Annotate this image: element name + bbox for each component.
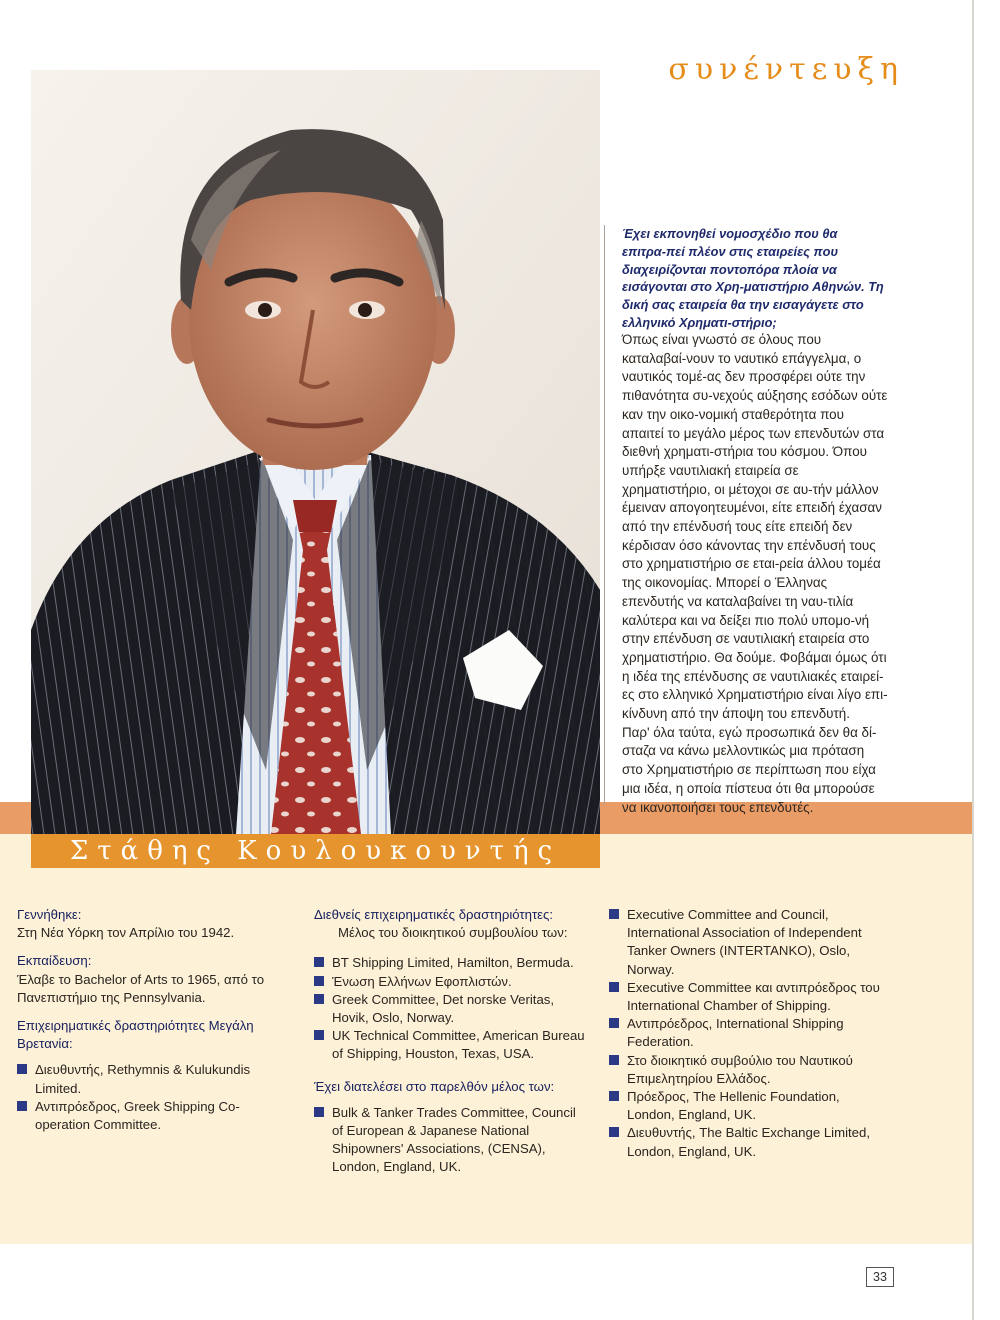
list-item: Διευθυντής, The Baltic Exchange Limited, London, England, UK. (609, 1124, 887, 1160)
square-bullet-icon (314, 1107, 324, 1117)
col3-list (609, 906, 887, 1161)
square-bullet-icon (314, 994, 324, 1004)
square-bullet-icon (609, 982, 619, 992)
education-text: Έλαβε το Bachelor of Arts το 1965, από το Πανεπιστήμιο της Pennsylvania. (17, 971, 265, 1005)
page-number: 33 (866, 1267, 894, 1287)
born-text: Στη Νέα Υόρκη τον Απρίλιο του 1942. (17, 925, 235, 941)
page-edge-divider (972, 0, 974, 1320)
column-divider (604, 225, 605, 805)
square-bullet-icon (609, 1018, 619, 1028)
intl-heading: Διεθνείς επιχειρηματικές δραστηριότητες: (314, 907, 554, 922)
list-item: UK Technical Committee, American Bureau of Shipping, Houston, Texas, USA. (314, 1027, 590, 1063)
education-heading: Εκπαίδευση: (17, 953, 92, 969)
portrait-illustration (31, 70, 600, 834)
intl-list (314, 954, 590, 1063)
past-heading: Έχει διατελέσει στο παρελθόν μέλος των: (314, 1078, 555, 1094)
bio-column-1 (17, 906, 272, 1148)
square-bullet-icon (314, 976, 324, 986)
square-bullet-icon (609, 909, 619, 919)
square-bullet-icon (609, 1127, 619, 1137)
interview-question: Έχει εκπονηθεί νομοσχέδιο που θα επιτρα-πεί πλέον στις εταιρείες που διαχειρίζονται ποντοπόρα πλοία να εισάγονται στο Χρη-ματιστήριο Αθηνών. Τη δική σας εταιρεία θα την εισαγάγετε στο ελληνικό Χρηματι-στήριο; (622, 226, 884, 330)
square-bullet-icon (609, 1091, 619, 1101)
square-bullet-icon (17, 1101, 27, 1111)
intl-subheading: Μέλος του διοικητικού συμβουλίου των: (338, 925, 568, 941)
list-item: Executive Committee and Council, International Association of Independent Tanker Owners (INTERTANKO), Oslo, Norway. (609, 906, 887, 979)
list-item: Αντιπρόεδρος, Greek Shipping Co-operation Committee. (17, 1098, 272, 1134)
bio-column-2 (314, 906, 590, 1191)
list-item: Bulk & Tanker Trades Committee, Council of European & Japanese National Shipowners' Associations, (CENSA), London, England, UK. (314, 1104, 590, 1177)
answer-paragraph-1: Όπως είναι γνωστό σε όλους που καταλαβαί-νουν το ναυτικό επάγγελμα, ο ναυτικός τομέ-ας δεν προσφέρει ούτε την πιθανότητα συ-νεχούς αύξησης εσόδων ούτε καν την οικο-νομική σταθερότητα που απαιτεί το μεγάλο μέρος των επενδυτών στα διεθνή χρηματι-στήρια του κόσμου. Όπου υπήρξε ναυτιλιακή εταιρεία σε χρηματιστήριο, οι μέτοχοι σε αυ-τήν μάλλον έμειναν απογοητευμένοι, είτε επειδή έχασαν από την επένδυσή τους είτε επειδή δεν κέρδισαν όσο κάνοντας την επένδυσή τους στο χρηματιστήριο σε εται-ρεία άλλου τομέα της οικονομίας. Μπορεί ο Έλληνας επενδυτής να καταλαβαίνει τη ναυ-τιλία καλύτερα και να δείξει πιο πολύ υπομο-νή στην επένδυση σε ναυτιλιακή εταιρεία στο χρηματιστήριο. Θα δούμε. Φοβάμαι όμως ότι η ιδέα της επένδυσης σε ναυτιλιακές εταιρεί-ες στο ελληνικό Χρηματιστήριο είναι λίγο επι-κίνδυνη από την άποψη του επενδυτή. (622, 332, 888, 722)
square-bullet-icon (314, 957, 324, 967)
square-bullet-icon (17, 1064, 27, 1074)
section-label: συνέντευξη (668, 52, 904, 87)
bio-column-3 (609, 906, 887, 1175)
list-item: Στο διοικητικό συμβούλιο του Ναυτικού Επιμελητηρίου Ελλάδος. (609, 1052, 887, 1088)
list-item: Αντιπρόεδρος, International Shipping Federation. (609, 1015, 887, 1051)
past-list (314, 1104, 590, 1177)
square-bullet-icon (609, 1055, 619, 1065)
square-bullet-icon (314, 1030, 324, 1040)
list-item: Διευθυντής, Rethymnis & Kulukundis Limited. (17, 1061, 272, 1097)
list-item: Greek Committee, Det norske Veritas, Hovik, Oslo, Norway. (314, 991, 590, 1027)
list-item: Executive Committee και αντιπρόεδρος του International Chamber of Shipping. (609, 979, 887, 1015)
name-banner: Στάθης Κουλουκουντής (31, 834, 600, 868)
born-heading: Γεννήθηκε: (17, 907, 82, 922)
business-heading: Επιχειρηματικές δραστηριότητες Μεγάλη Βρετανία: (17, 1018, 254, 1052)
interview-answer (622, 331, 888, 817)
list-item: Ένωση Ελλήνων Εφοπλιστών. (314, 973, 590, 991)
list-item: BT Shipping Limited, Hamilton, Bermuda. (314, 954, 590, 972)
business-list (17, 1061, 272, 1134)
portrait-photo (31, 70, 600, 834)
answer-paragraph-2: Παρ' όλα ταύτα, εγώ προσωπικά δεν θα δί-σταζα να κάνω μελλοντικώς μια πρόταση στο Χρηματιστήριο σε περίπτωση που είχα μια ιδέα, η οποία πίστευα ότι θα μπορούσε να ικανοποιήσει τους επενδυτές. (622, 724, 877, 815)
list-item: Πρόεδρος, The Hellenic Foundation, London, England, UK. (609, 1088, 887, 1124)
